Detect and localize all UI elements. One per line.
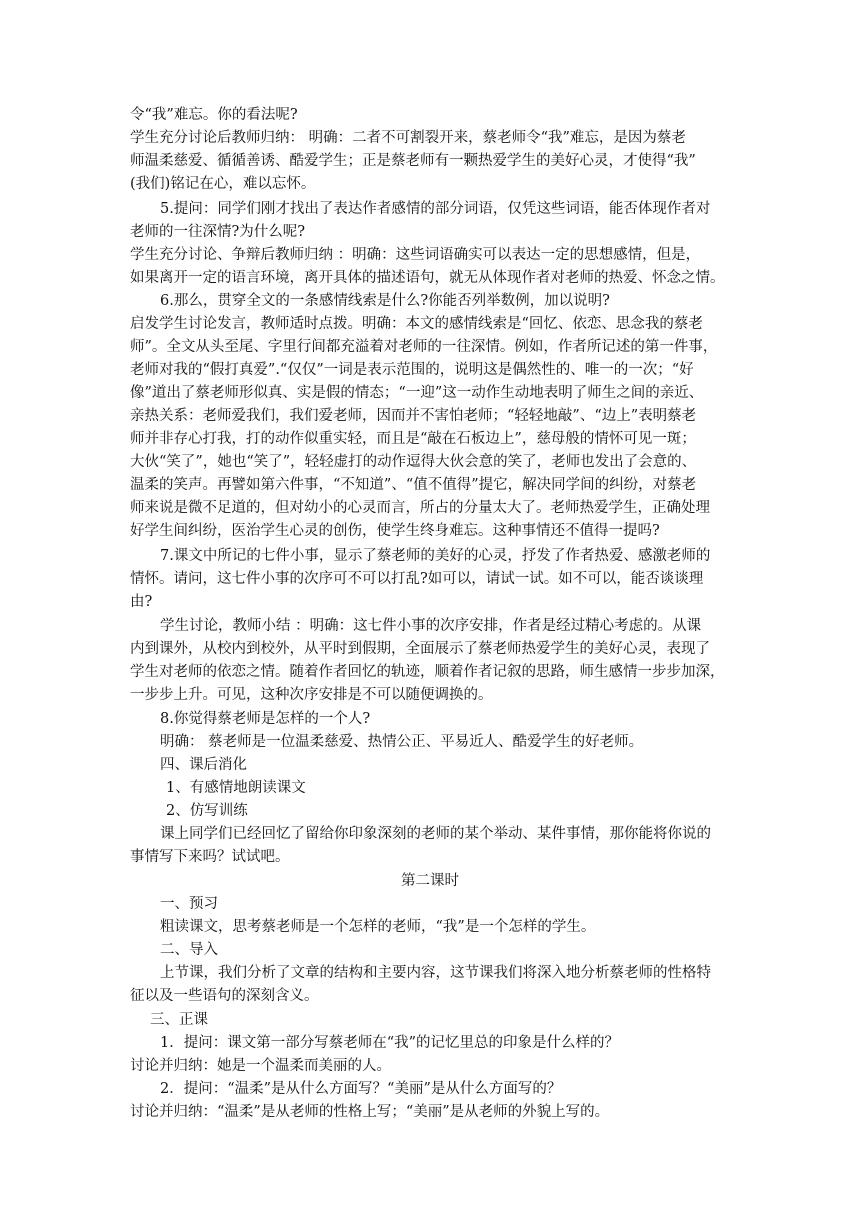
text-line: 讨论并归纳：“温柔”是从老师的性格上写；“美丽”是从老师的外貌上写的。	[130, 1104, 610, 1120]
text-line: 启发学生讨论发言，教师适时点拨。明确：本文的感情线索是“回忆、依恋、思念我的蔡老	[130, 316, 703, 332]
text-line: 学生充分讨论、争辩后教师归纳 ：明确：这些词语确实可以表达一定的思想感情，但是，	[130, 247, 701, 263]
text-line: 学生充分讨论后教师归纳： 明确：二者不可割裂开来，蔡老师令“我”难忘，是因为蔡老	[130, 130, 686, 146]
question-1: 1．提问：课文第一部分写蔡老师在“我”的记忆里总的印象是什么样的？	[160, 1035, 620, 1051]
text-line: 情怀。请问，这七件小事的次序可不可以打乱?如可以，请试一试。如不可以，能否谈谈理	[130, 571, 704, 587]
text-line: 学生对老师的依恋之情。随着作者回忆的轨迹，顺着作者记叙的思路，师生感情一步步加深，	[130, 664, 725, 680]
text-line: 由?	[130, 594, 153, 610]
text-line: 令“我”难忘。你的看法呢?	[130, 107, 298, 123]
lesson-title: 第二课时	[401, 873, 459, 889]
text-line: 亲热关系：老师爱我们，我们爱老师，因而并不害怕老师；“轻轻地敲”、“边上”表明蔡老	[130, 408, 697, 424]
text-line: 温柔的笑声。再譬如第六件事，“不知道”、“值不值得”提它，解决同学间的纠纷，对蔡老	[130, 477, 697, 493]
text-line: 师并非存心打我，打的动作似重实轻，而且是“敲在石板边上”，慈母般的情怀可见一斑；	[130, 431, 696, 447]
question-2: 2．提问：“温柔”是从什么方面写？“美丽”是从什么方面写的？	[160, 1081, 562, 1097]
text-line: 如果离开一定的语言环境，离开具体的描述语句，就无从体现作者对老师的热爱、怀念之情。	[130, 270, 725, 286]
question-7: 7.课文中所记的七件小事，显示了蔡老师的美好的心灵，抒发了作者热爱、感激老师的	[160, 548, 711, 564]
text-line: 大伙“笑了”，她也“笑了”，轻轻虚打的动作逗得大伙会意的笑了，老师也发出了会意的、	[130, 454, 697, 470]
text-line: 明确： 蔡老师是一位温柔慈爱、热情公正、平易近人、酷爱学生的好老师。	[160, 734, 644, 750]
section-heading: 四、课后消化	[160, 757, 247, 773]
text-line: 老师的一往深情?为什么呢?	[130, 224, 306, 240]
text-line: 师温柔慈爱、循循善诱、酷爱学生；正是蔡老师有一颗热爱学生的美好心灵，才使得“我”	[130, 153, 696, 169]
section-heading: 三、正课	[150, 1012, 208, 1028]
question-5: 5.提问：同学们刚才找出了表达作者感情的部分词语，仅凭这些词语，能否体现作者对	[160, 201, 711, 217]
list-item: 2、仿写训练	[166, 803, 248, 819]
list-item: 1、有感情地朗读课文	[166, 780, 306, 796]
text-line: 粗读课文，思考蔡老师是一个怎样的老师，“我”是一个怎样的学生。	[160, 919, 596, 935]
text-line: 师来说是微不足道的，但对幼小的心灵而言，所占的分量太大了。老师热爱学生，正确处理	[130, 500, 710, 516]
text-line: 内到课外，从校内到校外，从平时到假期，全面展示了蔡老师热爱学生的美好心灵，表现了	[130, 641, 710, 657]
text-line: 课上同学们已经回忆了留给你印象深刻的老师的某个举动、某件事情，那你能将你说的	[160, 826, 711, 842]
text-line: 征以及一些语句的深刻含义。	[130, 988, 319, 1004]
section-heading: 二、导入	[160, 942, 218, 958]
section-heading: 一、预习	[160, 896, 218, 912]
question-6: 6.那么，贯穿全文的一条感情线索是什么?你能否列举数例，加以说明?	[160, 293, 610, 309]
text-line: 讨论并归纳：她是一个温柔而美丽的人。	[130, 1058, 391, 1074]
text-line: 上节课，我们分析了文章的结构和主要内容，这节课我们将深入地分析蔡老师的性格特	[160, 965, 711, 981]
text-line: 像”道出了蔡老师形似真、实是假的情态；“一迎”这一动作生动地表明了师生之间的亲近、	[130, 385, 704, 401]
text-line: 事情写下来吗？试试吧。	[130, 849, 290, 865]
text-line: (我们)铭记在心，难以忘怀。	[130, 176, 316, 192]
text-line: 好学生间纠纷，医治学生心灵的创伤，使学生终身难忘。这种事情还不值得一提吗?	[130, 523, 660, 539]
text-line: 学生讨论，教师小结 ：明确：这七件小事的次序安排，作者是经过精心考虑的。从课	[160, 618, 702, 634]
question-8: 8.你觉得蔡老师是怎样的一个人?	[160, 711, 371, 727]
text-line: 师”。全文从头至尾、字里行间都充溢着对老师的一往深情。例如，作者所记述的第一件事，	[130, 339, 718, 355]
text-line: 一步步上升。可见，这种次序安排是不可以随便调换的。	[130, 687, 493, 703]
text-line: 老师对我的“假打真爱”.“仅仅”一词是表示范围的，说明这是偶然性的、唯一的一次；“好	[130, 362, 694, 378]
